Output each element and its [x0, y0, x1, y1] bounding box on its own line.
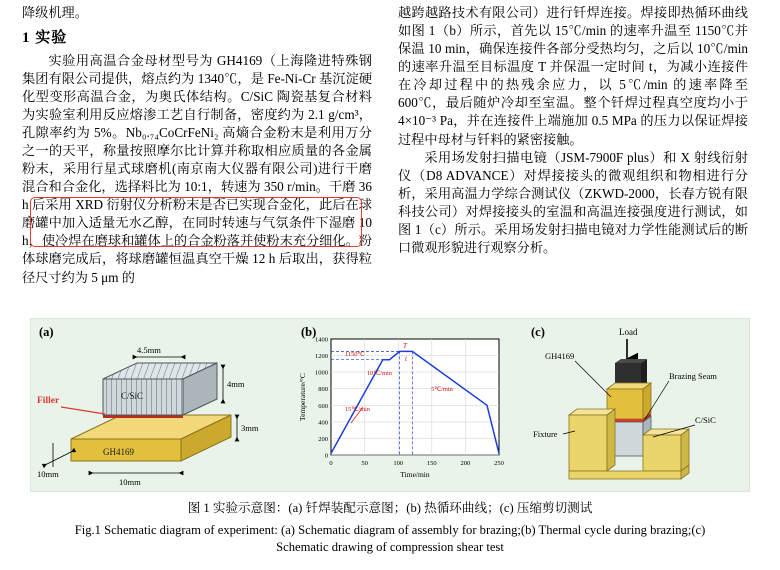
right-column: [398, 4, 748, 304]
svg-text:3mm: 3mm: [241, 423, 259, 433]
right-paragraph-2: 采用场发射扫描电镜（JSM-7900F plus）和 X 射线衍射仪（D8 ADVANCE）对焊接接头的微观组织和物相进行分析，采用高温力学综合测试仪（ZKWD-2000，长春方锐有限科技公司）对焊接接头的室温和高温连接强度进行测试，如图 1（c）所示。采用场发射扫描电镜对力学性能测试后的断口微观形貌进行观察分析。: [398, 149, 748, 256]
panel-a-label: (a): [39, 325, 54, 339]
figure-caption-en: [22, 522, 758, 556]
left-column: [22, 4, 372, 304]
shear-test-diagram: [523, 319, 749, 491]
svg-text:0: 0: [329, 460, 333, 467]
svg-text:100: 100: [393, 460, 404, 467]
svg-text:1200: 1200: [315, 353, 328, 361]
svg-text:600: 600: [318, 402, 328, 410]
svg-text:C/SiC: C/SiC: [121, 391, 144, 401]
chart-xlabel: Time/min: [400, 470, 430, 479]
svg-text:50: 50: [361, 460, 368, 467]
figure-panel-a: [31, 319, 293, 491]
load-label: Load: [619, 327, 638, 337]
figure-panel-c: [523, 319, 749, 491]
svg-text:1400: 1400: [315, 336, 328, 344]
svg-text:T: T: [403, 342, 407, 350]
fixture-label: Fixture: [533, 429, 558, 439]
csic-label: C/SiC: [695, 415, 716, 425]
left-paragraph-1: 实验用高温合金母材型号为 GH4169（上海隆进特殊钢集团有限公司提供，熔点约为 1340℃，是 Fe-Ni-Cr 基沉淀硬化型变形高温合金，为奥氏体结构。C/SiC 陶瓷基复合材料为实验室利用反应熔渗工艺自行制备，密度约为 2.1 g/cm³，孔隙率约为 5%。Nb₀.₇₄CoCrFeNi₂ 高熵合金粉末是利用万分之一的天平，称量按照摩尔比计算并称取相应质量的各金属粉末，采用行星式球磨机(南京南大仪器有限公司)进行干磨混合和合金化，选择料比为 10:1，转速为 350 r/min。干磨 36 h 后采用 XRD 衍射仪分析粉末是否已实现合金化，此后在球磨罐中加入适量无水乙醇，在同时转速与气氛条件下湿磨 10 h，使冷焊在磨球和罐体上的合金粉落并使粉末充分细化。粉体球磨完成后，将球磨罐恒温真空干燥 12 h 后取出，获得粒径尺寸约为 5 μm 的: [22, 52, 372, 285]
svg-text:0: 0: [324, 452, 328, 460]
brazing-seam-label: Brazing Seam: [669, 371, 717, 381]
right-paragraph-1: 越跨越路技术有限公司）进行钎焊连接。焊接即热循环曲线如图 1（b）所示，首先以 15℃/min 的速率升温至 1150℃并保温 10 min，确保连接件各部分受热均匀，之后以 10℃/min 的速率升温至目标温度 T 并保温一定时间 t，为减小连接件在冷却过程中的热残余应力，以 5℃/min 的速率降至 600℃，最后随炉冷却至室温。整个钎焊过程真空度均小于 4×10⁻³ Pa，并在连接件上端施加 0.5 MPa 的压力以保证焊接过程中母材与钎料的紧密接触。: [398, 5, 748, 147]
section-heading: 1 实验: [22, 30, 68, 47]
svg-text:400: 400: [318, 419, 328, 427]
panel-b-label: (b): [301, 325, 317, 339]
figure-panel-b: [293, 319, 521, 491]
thermal-cycle-chart: [293, 319, 521, 491]
svg-text:15℃/min: 15℃/min: [345, 406, 370, 413]
svg-text:1150℃: 1150℃: [345, 351, 365, 358]
svg-text:5℃/min: 5℃/min: [431, 386, 453, 393]
svg-text:150: 150: [426, 460, 437, 467]
figure-caption-cn: 图 1 实验示意图：(a) 钎焊装配示意图；(b) 热循环曲线；(c) 压缩剪切测试: [187, 501, 593, 515]
svg-text:4mm: 4mm: [227, 379, 245, 389]
svg-text:t: t: [405, 355, 407, 363]
figure-caption-en-line2: Schematic drawing of compression shear test: [276, 540, 504, 554]
svg-text:800: 800: [318, 386, 328, 394]
svg-text:GH4169: GH4169: [103, 447, 134, 457]
svg-text:10mm: 10mm: [119, 477, 141, 487]
svg-text:250: 250: [494, 460, 504, 467]
svg-text:1000: 1000: [315, 369, 328, 377]
figure-1: [30, 318, 750, 492]
text-columns: [22, 4, 758, 304]
chart-ylabel: Temperature/°C: [298, 373, 307, 421]
svg-text:10℃/min: 10℃/min: [367, 370, 392, 377]
gh4169-label: GH4169: [545, 351, 575, 361]
svg-text:Filler: Filler: [37, 396, 60, 406]
svg-text:10mm: 10mm: [37, 469, 59, 479]
svg-text:200: 200: [460, 460, 471, 467]
svg-text:4.5mm: 4.5mm: [137, 345, 161, 355]
left-top-fragment: 降级机理。: [22, 5, 88, 20]
assembly-diagram: [31, 319, 293, 491]
panel-c-label: (c): [531, 325, 545, 339]
figure-caption-en-line1: Fig.1 Schematic diagram of experiment: (a) Schematic diagram of assembly for brazing;(b) Thermal cycle during brazing;(c): [74, 523, 706, 537]
svg-text:200: 200: [318, 436, 328, 443]
